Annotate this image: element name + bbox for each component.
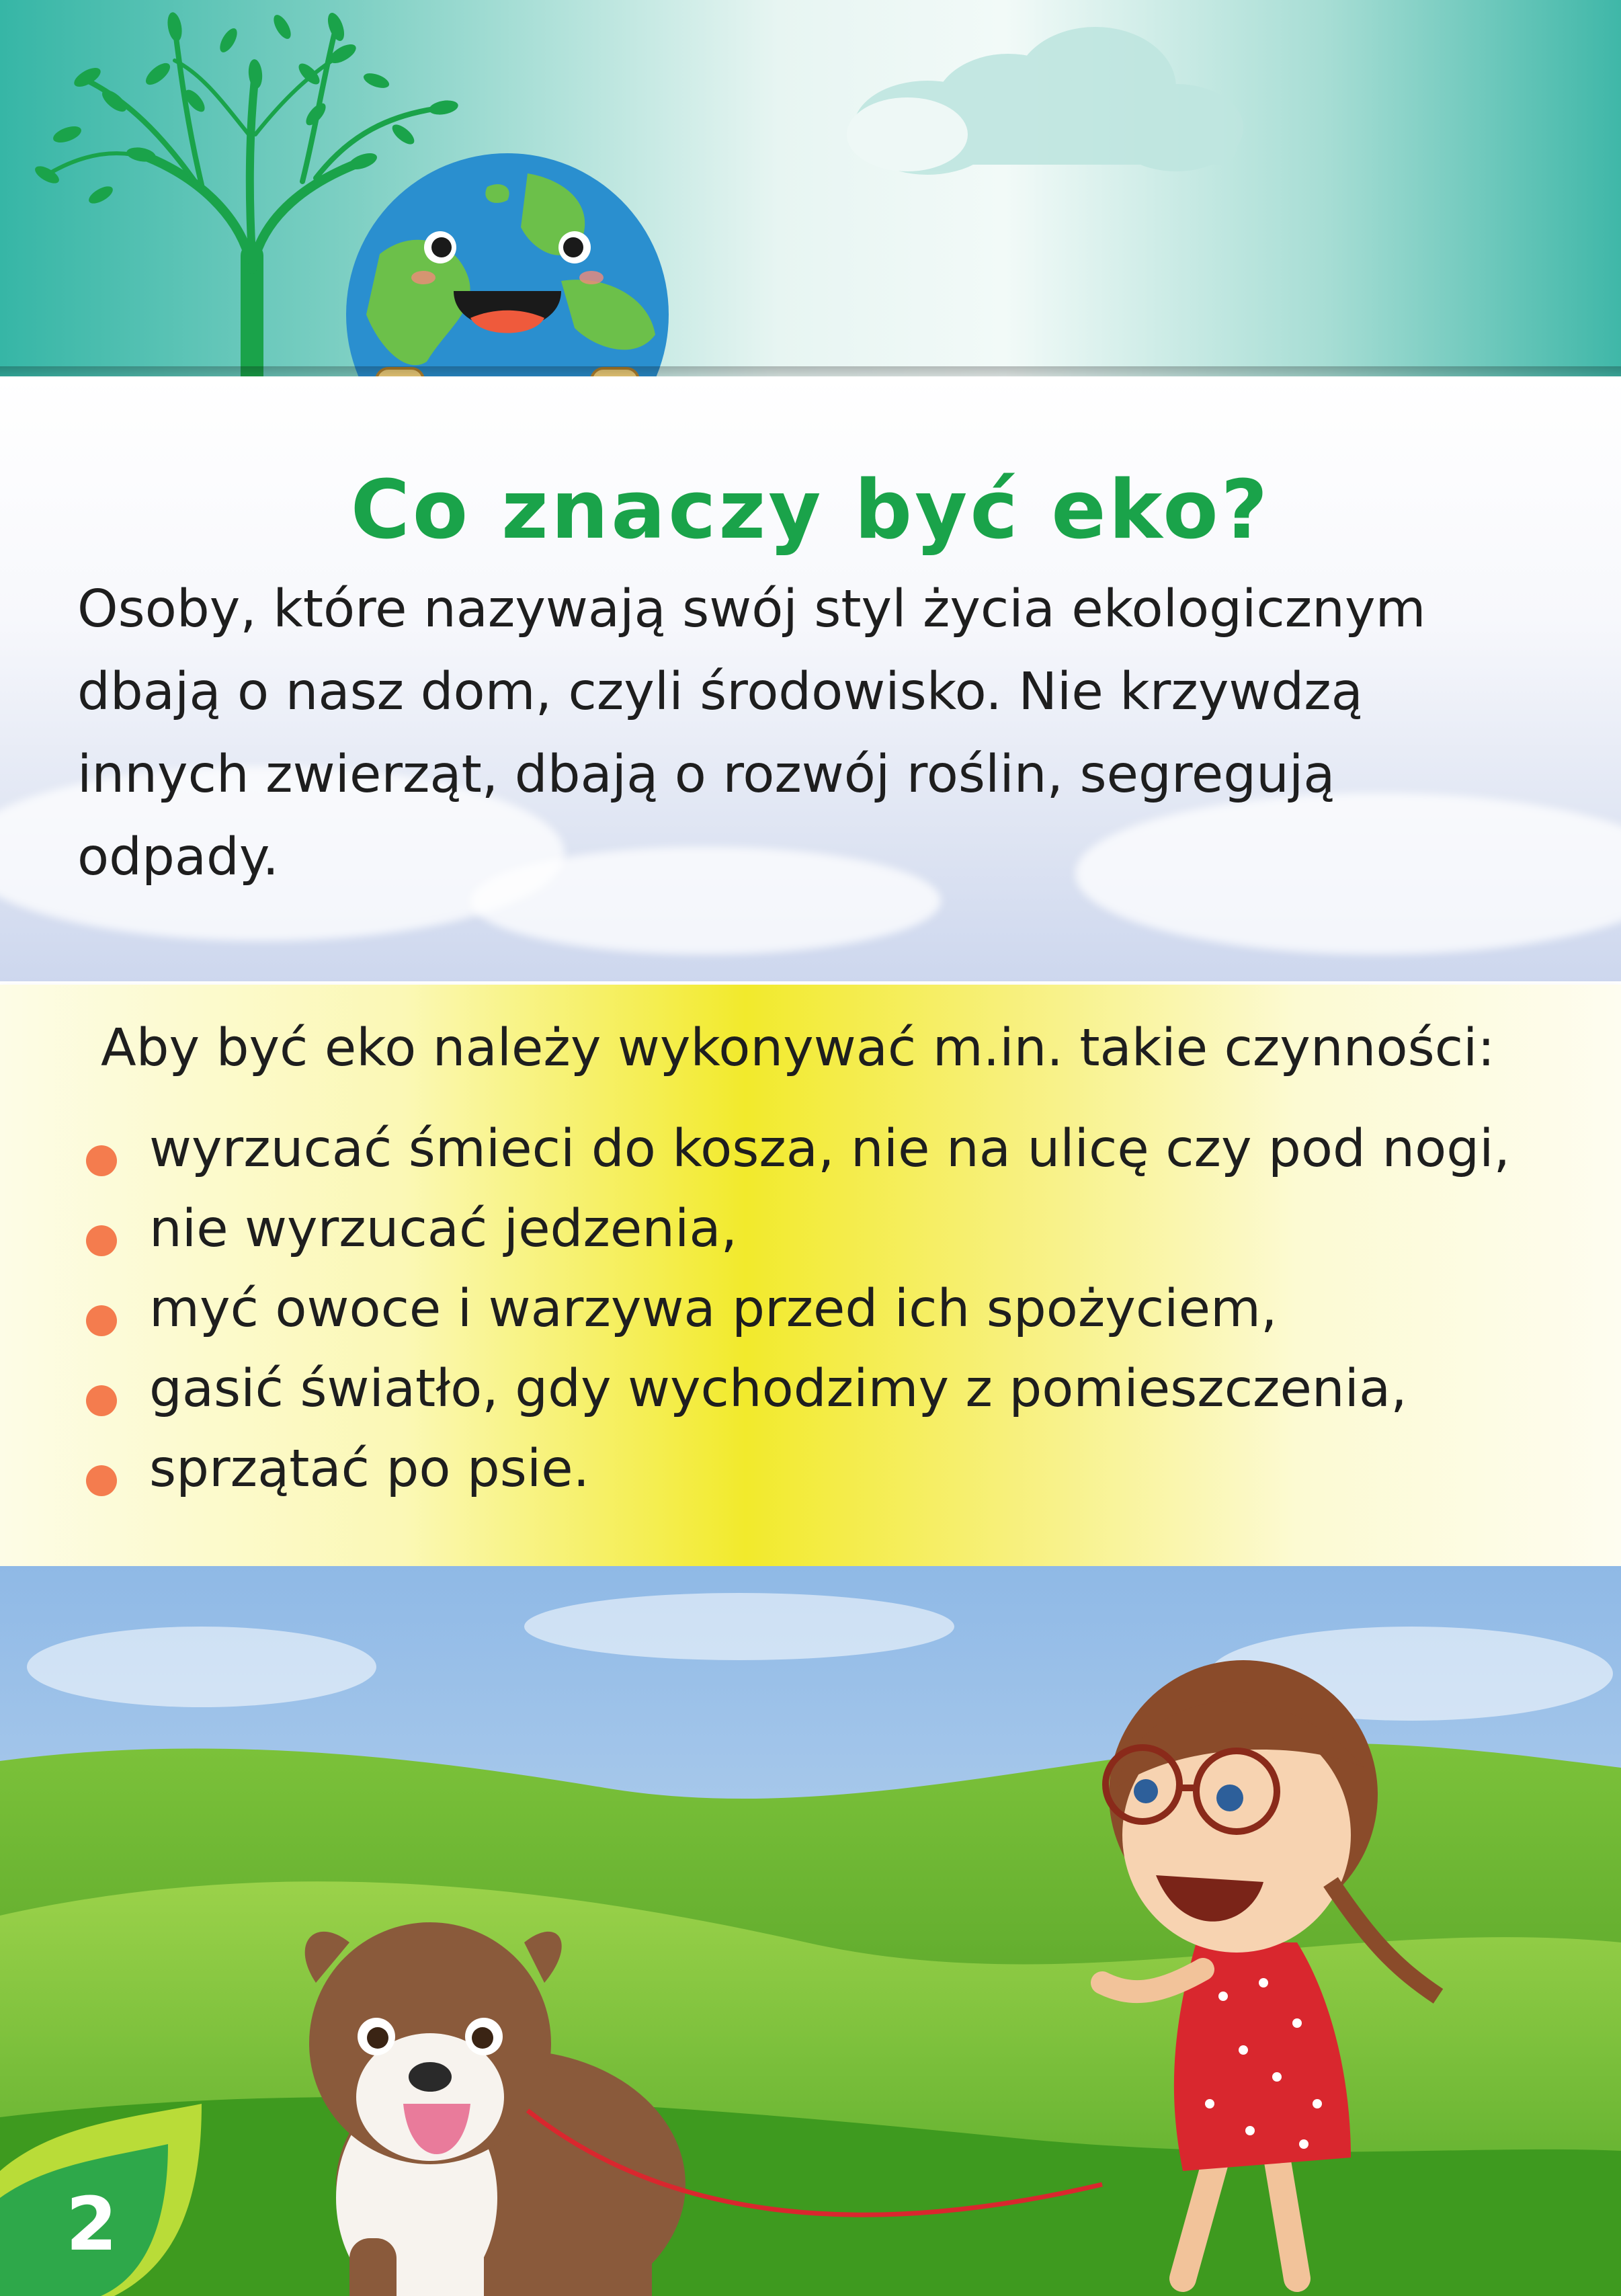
list-item-text: sprzątać po psie. — [149, 1439, 590, 1499]
list-item-text: nie wyrzucać jedzenia, — [149, 1199, 738, 1259]
bullet-dot — [86, 1385, 117, 1416]
list-item-text: wyrzucać śmieci do kosza, nie na ulicę czy pod nogi, — [149, 1119, 1511, 1179]
list-item-text: gasić światło, gdy wychodzimy z pomieszczenia, — [149, 1359, 1407, 1419]
intro-paragraph — [77, 568, 1589, 899]
bullet-dot — [86, 1225, 117, 1256]
bullet-dot — [86, 1305, 117, 1336]
intro-line: Osoby, które nazywają swój styl życia ekologicznym — [77, 579, 1426, 639]
header-shadow — [0, 366, 1621, 376]
intro-line: dbają o nasz dom, czyli środowisko. Nie krzywdzą — [77, 662, 1363, 722]
intro-line: innych zwierząt, dbają o rozwój roślin, segregują — [77, 745, 1335, 805]
intro-line: odpady. — [77, 827, 279, 887]
cloud-illustration — [773, 13, 1257, 188]
bullet-dot — [86, 1145, 117, 1176]
page-number: 2 — [66, 2181, 118, 2267]
list-item-text: myć owoce i warzywa przed ich spożyciem, — [149, 1279, 1278, 1339]
park-scene — [0, 1566, 1621, 2296]
meadow-illustration — [0, 1566, 1621, 2296]
page-title: Co znaczy być eko? — [350, 464, 1271, 557]
bullet-dot — [86, 1465, 117, 1496]
header-banner — [0, 0, 1621, 376]
earth-mascot — [339, 147, 675, 376]
activities-lead: Aby być eko należy wykonywać m.in. takie czynności: — [101, 1018, 1495, 1078]
